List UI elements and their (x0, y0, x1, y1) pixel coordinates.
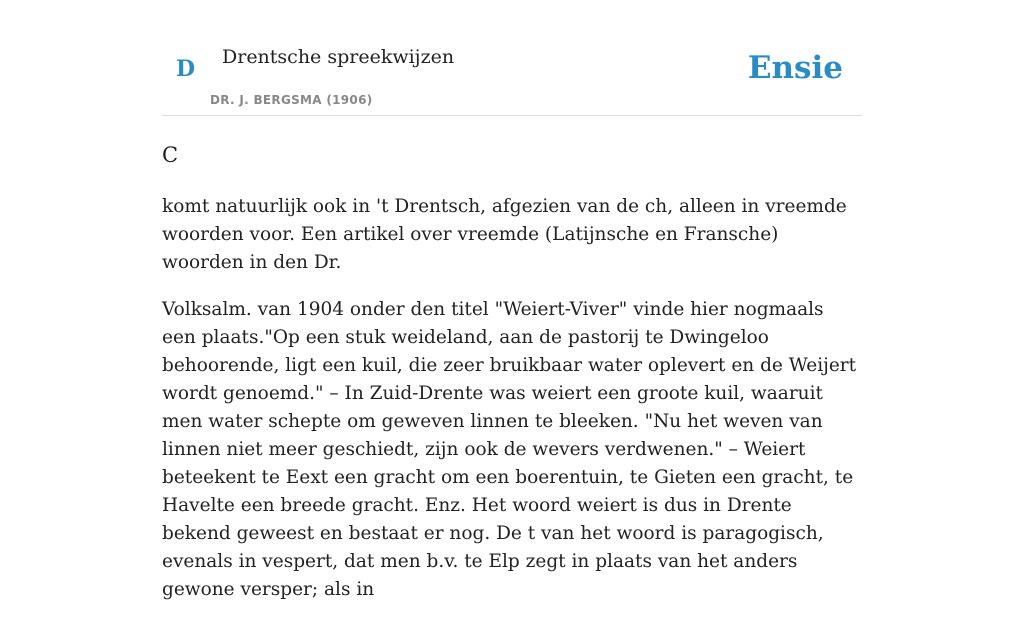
book-header (162, 30, 862, 116)
book-author: DR. J. BERGSMA (1906) (210, 93, 373, 107)
entry-paragraph-2: Volksalm. van 1904 onder den titel "Weiert-Viver" vinde hier nogmaals een plaats."Op een stuk weideland, aan de pastorij te Dwingeloo behoorende, ligt een kuil, die zeer bruikbaar water oplevert en de Weijert wordt genoemd." – In Zuid-Drente was weiert een groote kuil, waaruit men water schepte om geweven linnen te bleeken. "Nu het weven van linnen niet meer geschiedt, zijn ook de wevers verdwenen." – Weiert beteekent te Eext een gracht om een boerentuin, te Gieten een gracht, te Havelte een breede gracht. Enz. Het woord weiert is dus in Drente bekend geweest en bestaat er nog. De t van het woord is paragogisch, evenals in vespert, dat men b.v. te Elp zegt in plaats van het anders gewone versper; als in (162, 299, 857, 600)
book-title[interactable]: Drentsche spreekwijzen (222, 46, 455, 68)
letter-badge[interactable]: D (176, 56, 196, 82)
entry-title: C (162, 143, 179, 167)
ensie-logo[interactable]: Ensie (747, 50, 843, 86)
entry-paragraph-1: komt natuurlijk ook in 't Drentsch, afgezien van de ch, alleen in vreemde woorden voor. Een artikel over vreemde (Latijnsche en Fransche) woorden in den Dr. (162, 196, 847, 273)
entry-content (162, 139, 862, 623)
